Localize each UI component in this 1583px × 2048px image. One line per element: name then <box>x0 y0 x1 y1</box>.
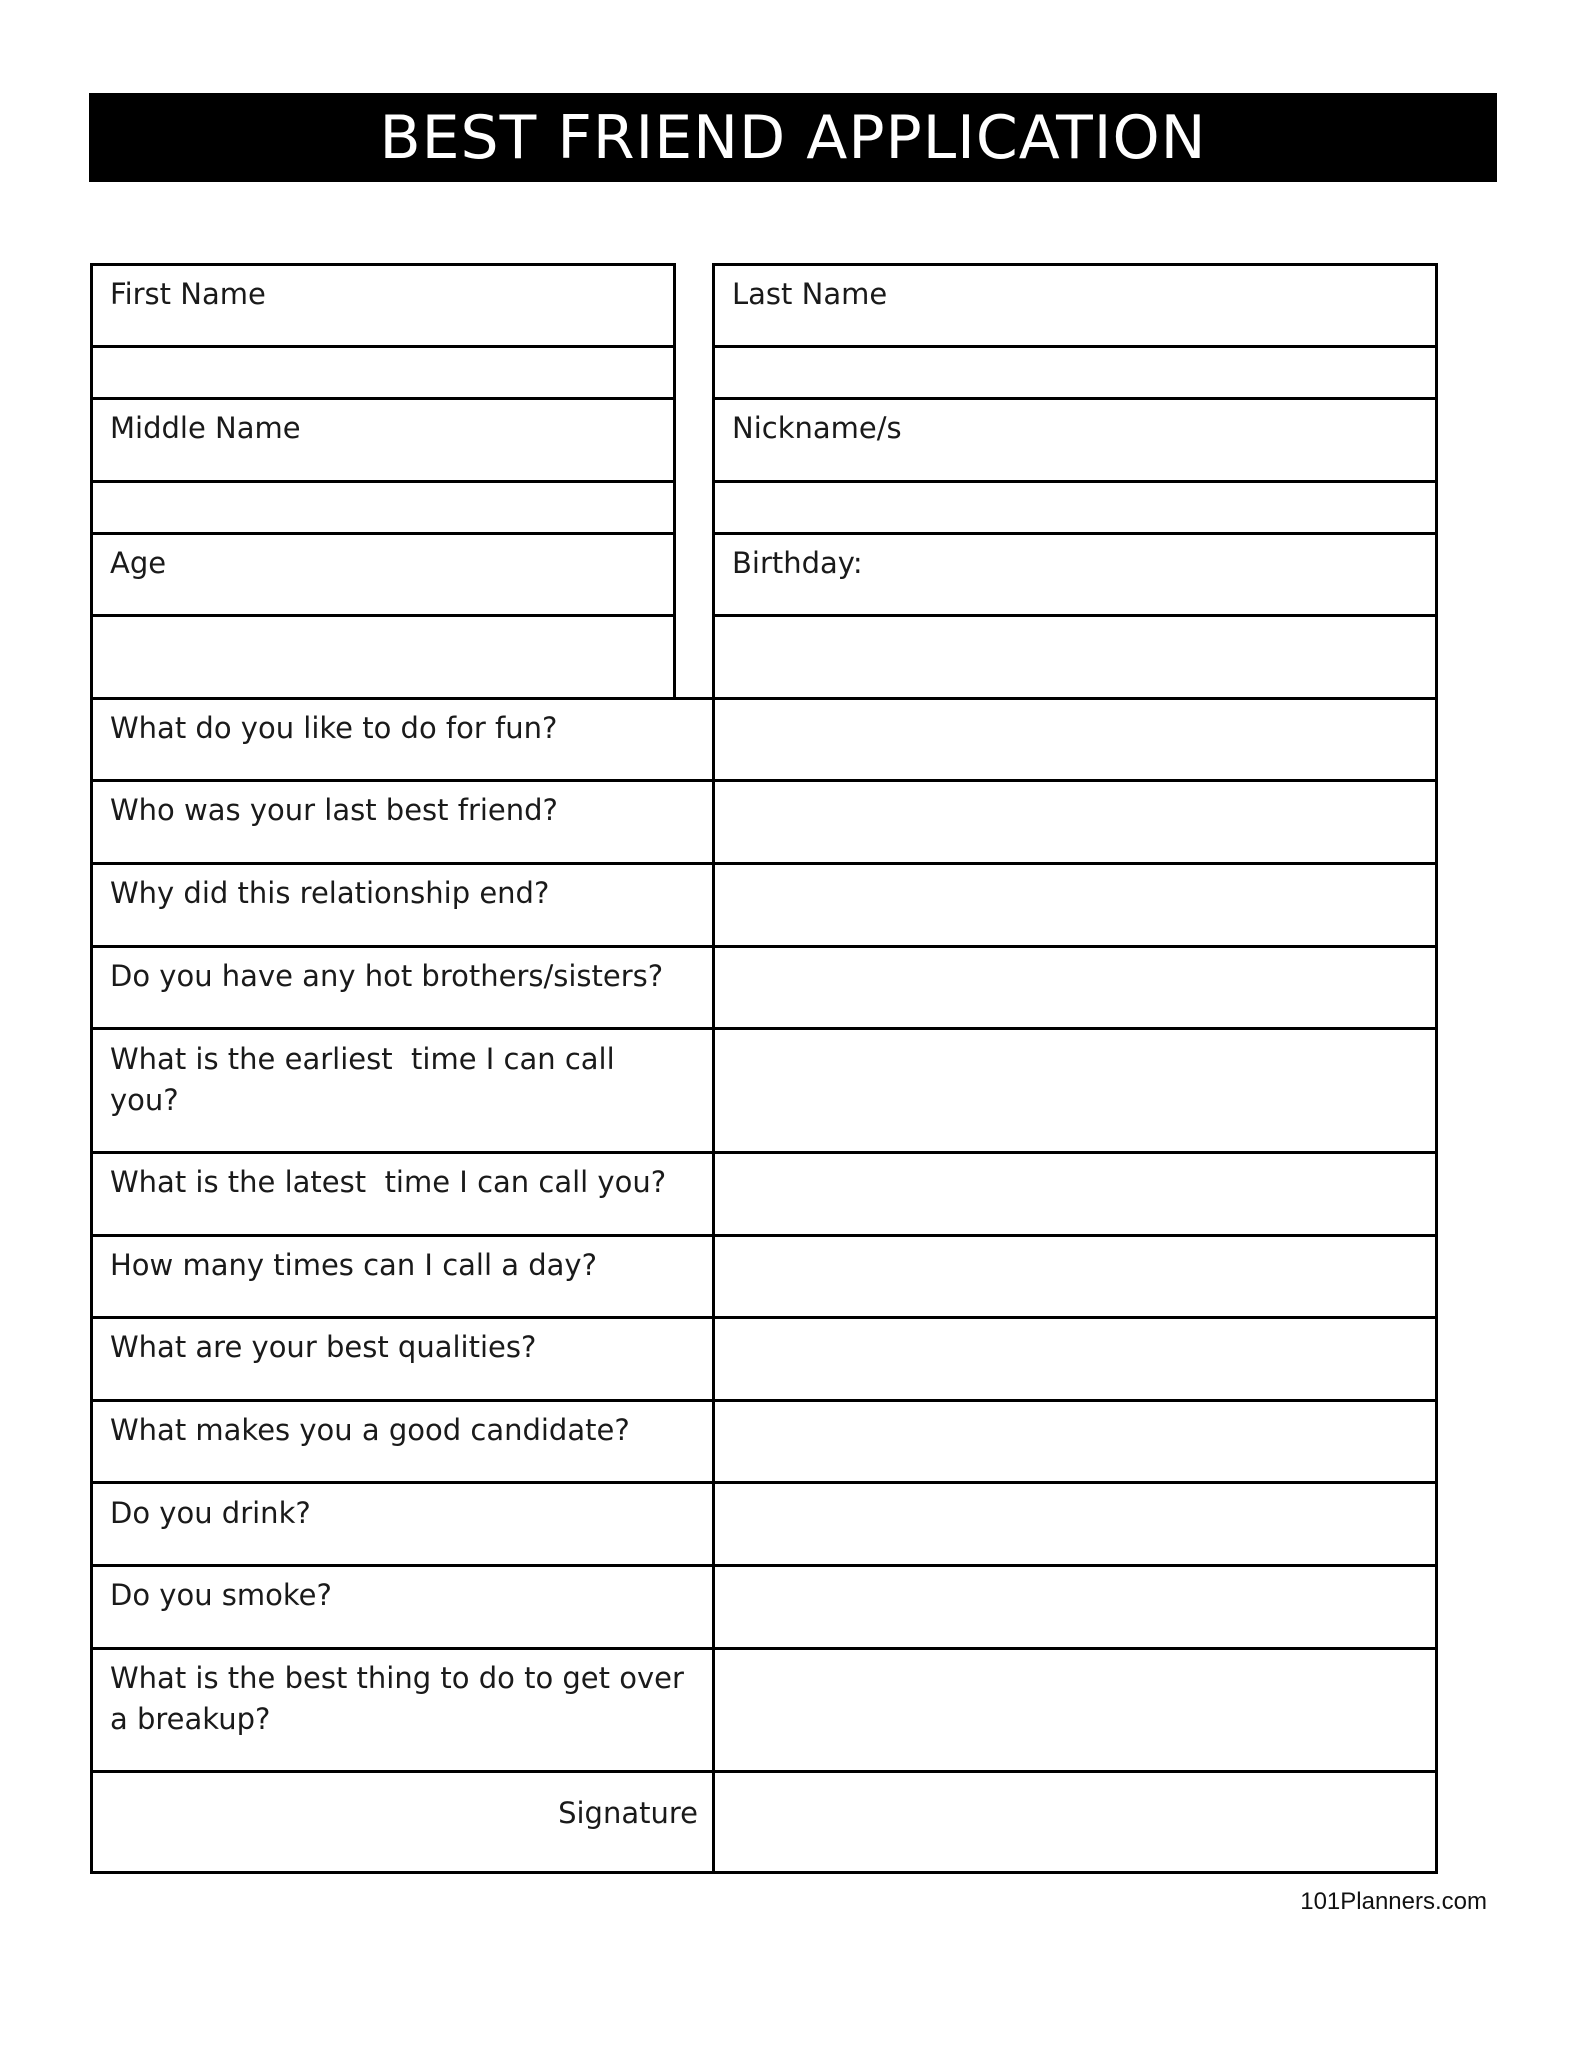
nicknames-label: Nickname/s <box>732 411 902 445</box>
signature-label: Signature <box>558 1796 698 1830</box>
answer-field[interactable] <box>715 1567 1435 1647</box>
rule <box>90 532 676 535</box>
middle-name-label: Middle Name <box>110 411 301 445</box>
age-label: Age <box>110 546 167 580</box>
question-label: How many times can I call a day? <box>110 1248 597 1282</box>
question-label: What are your best qualities? <box>110 1330 537 1364</box>
signature-field[interactable] <box>715 1773 1435 1871</box>
answer-field[interactable] <box>715 1237 1435 1316</box>
question-label: What is the best thing to do to get over a breakup? <box>110 1661 684 1736</box>
last-name-label: Last Name <box>732 277 888 311</box>
answer-field[interactable] <box>715 865 1435 945</box>
answer-field[interactable] <box>715 782 1435 862</box>
top-border-left <box>90 263 676 266</box>
age-field[interactable] <box>93 617 673 697</box>
question-label: Do you have any hot brothers/sisters? <box>110 959 664 993</box>
answer-field[interactable] <box>715 948 1435 1027</box>
birthday-field[interactable] <box>715 617 1435 697</box>
answer-field[interactable] <box>715 700 1435 779</box>
birthday-label: Birthday: <box>732 546 863 580</box>
question-label: What makes you a good candidate? <box>110 1413 630 1447</box>
last-name-field[interactable] <box>715 348 1435 397</box>
footer-credit: 101Planners.com <box>1300 1888 1487 1915</box>
question-label: Do you drink? <box>110 1496 311 1530</box>
question-label: What is the earliest time I can call you? <box>110 1042 624 1117</box>
question-label: What is the latest time I can call you? <box>110 1165 667 1199</box>
question-label: What do you like to do for fun? <box>110 711 558 745</box>
answer-field[interactable] <box>715 1402 1435 1481</box>
rule <box>712 532 1438 535</box>
rule <box>90 397 676 400</box>
page-title: BEST FRIEND APPLICATION <box>379 102 1207 173</box>
question-label: Who was your last best friend? <box>110 793 558 827</box>
answer-field[interactable] <box>715 1484 1435 1564</box>
nicknames-field[interactable] <box>715 483 1435 532</box>
answer-field[interactable] <box>715 1319 1435 1399</box>
middle-name-field[interactable] <box>93 483 673 532</box>
question-label: Do you smoke? <box>110 1578 332 1612</box>
first-name-field[interactable] <box>93 348 673 397</box>
rule <box>712 397 1438 400</box>
answer-field[interactable] <box>715 1030 1435 1151</box>
form-bottom-border <box>90 1871 1438 1874</box>
answer-field[interactable] <box>715 1154 1435 1234</box>
top-border-right <box>712 263 1438 266</box>
first-name-label: First Name <box>110 277 266 311</box>
answer-field[interactable] <box>715 1650 1435 1770</box>
form-right-border <box>1435 263 1438 1871</box>
question-label: Why did this relationship end? <box>110 876 550 910</box>
